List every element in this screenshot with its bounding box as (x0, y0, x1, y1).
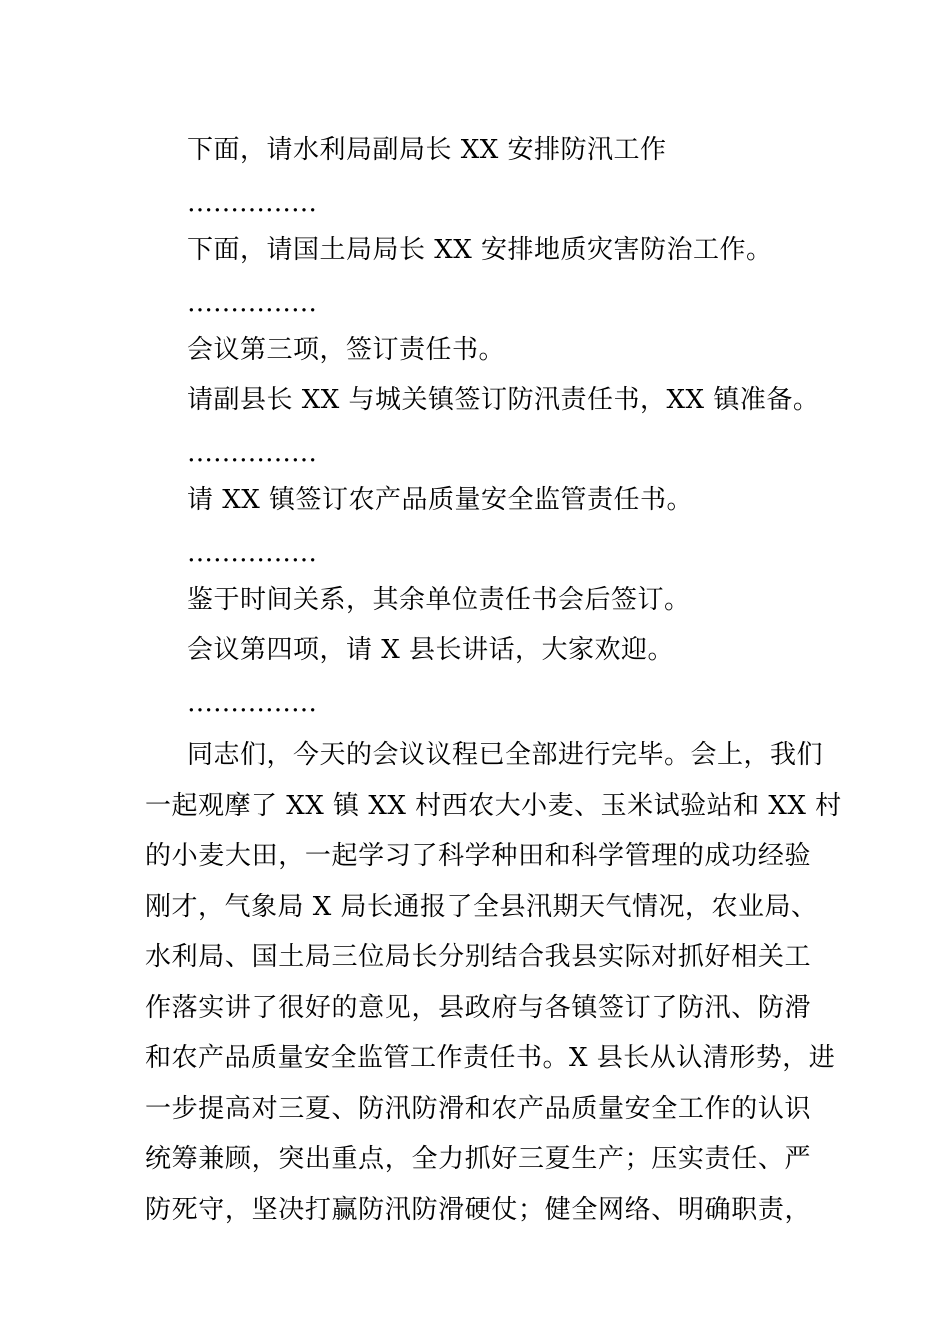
agenda-line-sign-flood: 请副县长 XX 与城关镇签订防汛责任书，XX 镇准备。 (187, 385, 820, 415)
paragraph-line: 和农产品质量安全监管工作责任书。X 县长从认清形势，进 (145, 1043, 836, 1073)
paragraph-line: 一步提高对三夏、防汛防滑和农产品质量安全工作的认识 (145, 1093, 811, 1124)
agenda-line-water-bureau: 下面，请水利局副局长 XX 安排防汛工作 (187, 135, 667, 165)
paragraph-line: 的小麦大田，一起学习了科学种田和科学管理的成功经验 (145, 841, 811, 871)
agenda-item-four: 会议第四项，请 X 县长讲话，大家欢迎。 (187, 635, 675, 665)
paragraph-line: 水利局、国土局三位局长分别结合我县实际对抓好相关工 (145, 942, 811, 972)
paragraph-line: 同志们，今天的会议议程已全部进行完毕。会上，我们 (187, 740, 824, 770)
paragraph-line: 刚才，气象局 X 局长通报了全县汛期天气情况，农业局、 (145, 891, 818, 922)
paragraph-line: 一起观摩了 XX 镇 XX 村西农大小麦、玉米试验站和 XX 村 (145, 790, 842, 821)
agenda-line-remaining: 鉴于时间关系，其余单位责任书会后签订。 (187, 585, 691, 615)
paragraph-line: 统筹兼顾，突出重点，全力抓好三夏生产；压实责任、严 (145, 1144, 811, 1174)
agenda-line-sign-quality: 请 XX 镇签订农产品质量安全监管责任书。 (187, 485, 694, 515)
agenda-line-land-bureau: 下面，请国土局局长 XX 安排地质灾害防治工作。 (187, 235, 773, 265)
ellipsis-line: …………… (187, 288, 317, 318)
paragraph-line: 作落实讲了很好的意见，县政府与各镇签订了防汛、防滑 (145, 992, 811, 1023)
ellipsis-line: …………… (187, 688, 317, 718)
ellipsis-line: …………… (187, 538, 317, 568)
paragraph-line: 防死守，坚决打赢防汛防滑硬仗；健全网络、明确职责， (145, 1194, 811, 1225)
ellipsis-line: …………… (187, 188, 317, 218)
agenda-item-three: 会议第三项，签订责任书。 (187, 335, 506, 365)
summary-paragraph (145, 730, 842, 1235)
ellipsis-line: …………… (187, 438, 317, 468)
